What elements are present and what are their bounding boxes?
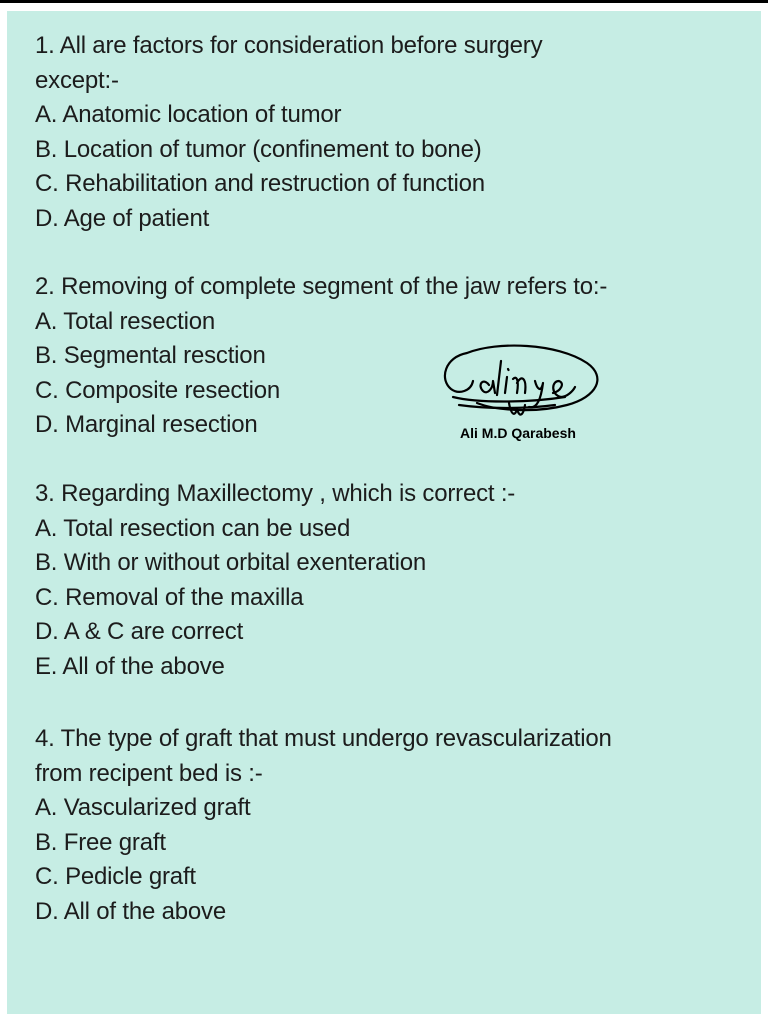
question-text: 3. Regarding Maxillectomy , which is correct :- (35, 480, 516, 507)
question-text: 1. All are factors for consideration before surgery (35, 32, 543, 59)
quiz-card (7, 11, 761, 1014)
answer-option: E. All of the above (35, 652, 225, 680)
top-border-line (0, 0, 768, 3)
answer-option: B. Location of tumor (confinement to bone) (35, 135, 482, 163)
answer-option: B. With or without orbital exenteration (35, 549, 427, 577)
signature-image (437, 333, 607, 433)
question-text: except:- (35, 66, 119, 94)
signature-name: Ali M.D Qarabesh (460, 425, 576, 441)
answer-option: D. A & C are correct (35, 618, 244, 646)
question-1 (35, 29, 735, 237)
question-4 (35, 722, 735, 930)
question-2 (35, 270, 735, 443)
question-text: from recipent bed is :- (35, 759, 263, 787)
answer-option: A. Total resection (35, 307, 216, 335)
answer-option: C. Composite resection (35, 376, 281, 404)
answer-option: B. Segmental resction (35, 342, 266, 370)
answer-option: A. Vascularized graft (35, 794, 251, 822)
answer-option: D. All of the above (35, 897, 226, 925)
question-text: 4. The type of graft that must undergo revascularization (35, 725, 612, 752)
answer-option: C. Rehabilitation and restruction of function (35, 170, 485, 198)
question-3 (35, 477, 735, 685)
answer-option: C. Pedicle graft (35, 863, 196, 891)
answer-option: A. Anatomic location of tumor (35, 101, 342, 129)
answer-option: D. Age of patient (35, 204, 210, 232)
answer-option: A. Total resection can be used (35, 514, 351, 542)
answer-option: C. Removal of the maxilla (35, 583, 304, 611)
question-text: 2. Removing of complete segment of the jaw refers to:- (35, 273, 608, 300)
answer-option: B. Free graft (35, 828, 166, 856)
answer-option: D. Marginal resection (35, 411, 258, 439)
